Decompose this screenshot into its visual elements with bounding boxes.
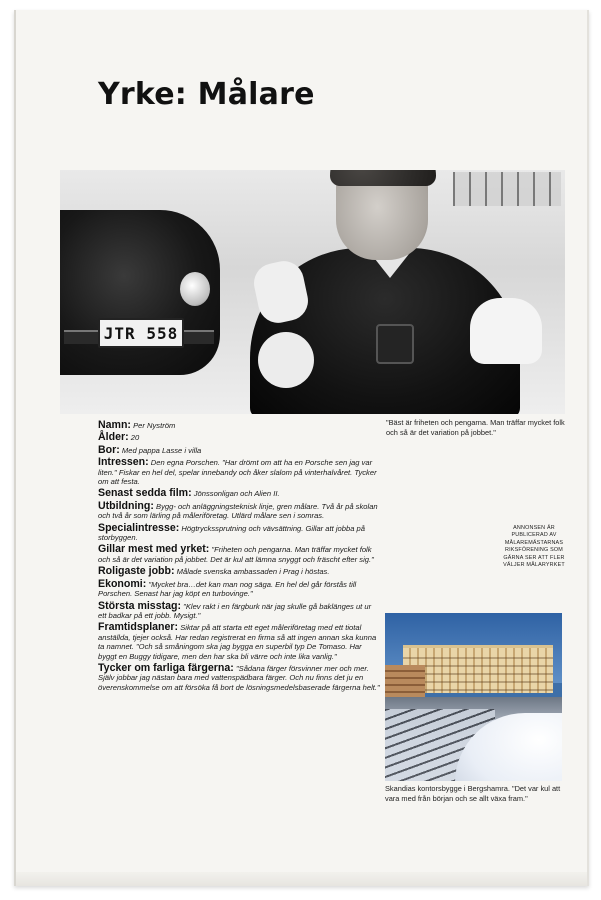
detail-label: Framtidsplaner: (98, 621, 179, 634)
detail-label: Specialintresse: (98, 521, 180, 534)
detail-label: Bor: (98, 443, 120, 456)
page-edge (16, 872, 587, 886)
detail-value: Bygg- och anläggningsteknisk linje, gren målare. Två år på skolan och två år som lärling på måleriföretag. Utlärd målare sen i somras. (98, 501, 378, 521)
detail-label: Gillar mest med yrket: (98, 543, 210, 556)
portrait-photo (60, 170, 565, 414)
detail-value: "Sådana färger försvinner mer och mer. Själv jobbar jag nästan bara med vattenspädbara färger. Och nu finns det ju en överenskommelse om att försöka få bort de lösningsmedelsbaserade färgerna helt." (98, 663, 380, 692)
detail-likes-most (98, 545, 380, 564)
detail-funniest-job (98, 567, 380, 576)
detail-label: Största misstag: (98, 599, 182, 612)
license-plate: JTR 558 (98, 318, 184, 348)
jacket-right-sleeve (470, 298, 542, 364)
profile-details (98, 421, 380, 695)
detail-value: Jönssonligan och Alien II. (193, 489, 280, 499)
detail-value: Per Nyström (133, 421, 176, 430)
fence (453, 172, 561, 206)
page-title: Yrke: Målare (98, 77, 315, 112)
detail-last-film (98, 489, 380, 498)
advertiser-notice: ANNONSEN ÄR PUBLICERAD AV MÅLAREMÄSTARNAS RIKSFÖRENING SOM GÄRNA SER ATT FLER VÄLJER MÅLARYRKET (503, 525, 565, 569)
building-photo-caption: Skandias kontorsbygge i Bergshamra. "Det var kul att vara med från början och se allt växa fram." (385, 784, 561, 803)
detail-value: "Friheten och pengarna. Man träffar mycket folk och så är det variation på jobbet. Det är kul att lämna snyggt och fräscht efter sig." (98, 545, 374, 564)
car-headlight (180, 272, 210, 306)
detail-value: "Mycket bra…det kan man nog säga. En hel del går förstås till Porschen. Senast har jag köpt en turbovinge." (98, 579, 357, 599)
detail-label: Roligaste jobb: (98, 565, 175, 578)
photo-caption: "Bäst är friheten och pengarna. Man träffar mycket folk och så är det variation på jobbet." (386, 418, 565, 437)
detail-dangerous-paints (98, 661, 380, 692)
detail-economy (98, 577, 380, 599)
porsche-car (60, 210, 220, 375)
white-glove (258, 332, 314, 388)
detail-label: Intressen: (98, 456, 149, 469)
detail-future-plans (98, 623, 380, 661)
building-photo (385, 613, 562, 781)
detail-value: Målade svenska ambassaden i Prag i höstas. (176, 567, 330, 577)
detail-special-interest (98, 521, 380, 543)
detail-label: Namn: (98, 419, 131, 431)
detail-residence (98, 443, 380, 456)
detail-value: Högtryckssprutning och vävsättning. Gillar att jobba på storbyggen. (98, 523, 366, 543)
detail-label: Utbildning: (98, 499, 154, 512)
detail-value: Den egna Porschen. "Har drömt om att ha en Porsche sen jag var liten." Fiskar en hel del, spelar innebandy och åker slalom på vinterhalvåret. Tycker om att festa. (98, 458, 377, 487)
building-windows (403, 651, 553, 691)
detail-label: Tycker om farliga färgerna: (98, 661, 234, 674)
detail-interests (98, 458, 380, 486)
detail-value: Siktar på att starta ett eget måleriföretag med ett tiotal anställda, tjejer också. Har redan registrerat en firma så att ingen annan ska kunna ta namnet. "Och så småningom ska jag bygga en superbil typ De Tomaso. Har byggt en Buggy tidigare, men den har ska bli värre och inte lika vanlig." (98, 623, 377, 661)
detail-label: Ekonomi: (98, 577, 147, 590)
detail-age (98, 433, 380, 442)
detail-value: Med pappa Lasse i villa (121, 445, 202, 455)
detail-label: Senast sedda film: (98, 487, 192, 500)
detail-value: 20 (130, 433, 140, 443)
jacket-badge (376, 324, 414, 364)
detail-education (98, 499, 380, 521)
curly-hair (330, 170, 436, 186)
detail-name (98, 421, 380, 430)
detail-value: "Klev rakt i en färgburk när jag skulle gå baklänges ut ur ett badkar på ett jobb. Mysigt." (98, 601, 372, 620)
detail-label: Ålder: (98, 431, 129, 444)
detail-biggest-mistake (98, 599, 380, 621)
